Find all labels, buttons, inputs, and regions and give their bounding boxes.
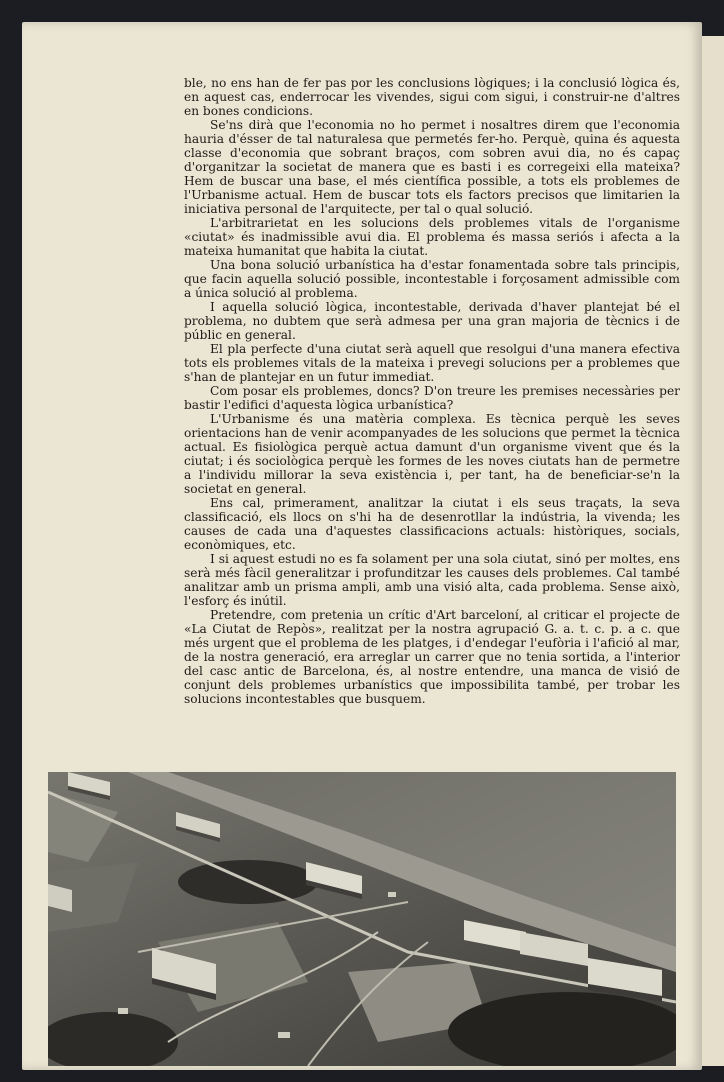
paragraph: I si aquest estudi no es fa solament per una sola ciutat, sinó per moltes, ens serà més fàcil generalitzar i profunditzar les causes dels problemes. Cal també analitzar amb un prisma ampli, amb una visió alta, cada problema. Sense això, l'esforç és inútil. — [184, 552, 680, 608]
paragraph: Ens cal, primerament, analitzar la ciutat i els seus traçats, la seva classificació, els llocs on s'hi ha de desenrotllar la indústria, la vivenda; les causes de cada una d'aquestes classificacions actuals: històriques, socials, econòmiques, etc. — [184, 496, 680, 552]
small-building — [278, 1032, 290, 1038]
paragraph: ble, no ens han de fer pas por les conclusions lògiques; i la conclusió lògica és, en aquest cas, enderrocar les vivendes, sigui com sigui, i construir-ne d'altres en bones condicions. — [184, 76, 680, 118]
small-building — [118, 1008, 128, 1014]
aerial-photo — [48, 772, 676, 1066]
paragraph: Com posar els problemes, doncs? D'on treure les premises necessàries per bastir l'edifici d'aquesta lògica urbanística? — [184, 384, 680, 412]
paragraph: El pla perfecte d'una ciutat serà aquell que resolgui d'una manera efectiva tots els problemes vitals de la mateixa i prevegi solucions per a problemes que s'han de plantejar en un futur immediat. — [184, 342, 680, 384]
paragraph: Una bona solució urbanística ha d'estar fonamentada sobre tals principis, que facin aquella solució possible, incontestable i forçosament admissible com a única solució al problema. — [184, 258, 680, 300]
paragraph: L'Urbanisme és una matèria complexa. Es tècnica perquè les seves orientacions han de venir acompanyades de les solucions que permet la tècnica actual. Es fisiològica perquè actua damunt d'un organisme vivent que és la ciutat; i és sociològica perquè les formes de les noves ciutats han de permetre a l'individu millorar la seva existència i, per tant, ha de beneficiar-se'n la societat en general. — [184, 412, 680, 496]
small-building — [388, 892, 396, 897]
aerial-photo-drawing — [48, 772, 676, 1066]
paragraph: L'arbitrarietat en les solucions dels problemes vitals de l'organisme «ciutat» és inadmissible avui dia. El problema és massa seriós i afecta a la mateixa humanitat que habita la ciutat. — [184, 216, 680, 258]
paragraph: Pretendre, com pretenia un crític d'Art barceloní, al criticar el projecte de «La Ciutat de Repòs», realitzat per la nostra agrupació G. a. t. c. p. a c. que més urgent que el problema de les platges, i d'endegar l'eufòria i l'afició al mar, de la nostra generació, era arreglar un carrer que no tenia sortida, a l'interior del casc antic de Barcelona, és, al nostre entendre, una manca de visió de conjunt dels problemes urbanístics que impossibilita també, per trobar les solucions incontestables que busquem. — [184, 608, 680, 706]
paragraph: I aquella solució lògica, incontestable, derivada d'haver plantejat bé el problema, no dubtem que serà admesa per una gran majoria de tècnics i de públic en general. — [184, 300, 680, 342]
body-text-column — [184, 76, 680, 706]
paragraph: Se'ns dirà que l'economia no ho permet i nosaltres direm que l'economia hauria d'ésser de tal naturalesa que permetés fer-ho. Perquè, quina és aquesta classe d'economia que sobrant braços, com sobren avui dia, no és capaç d'organitzar la societat de manera que es basti i es corregeixi ella mateixa? Hem de buscar una base, el més científica possible, a tots els problemes de l'Urbanisme actual. Hem de buscar tots els factors precisos que limitarien la iniciativa personal de l'arquitecte, per tal o qual solució. — [184, 118, 680, 216]
